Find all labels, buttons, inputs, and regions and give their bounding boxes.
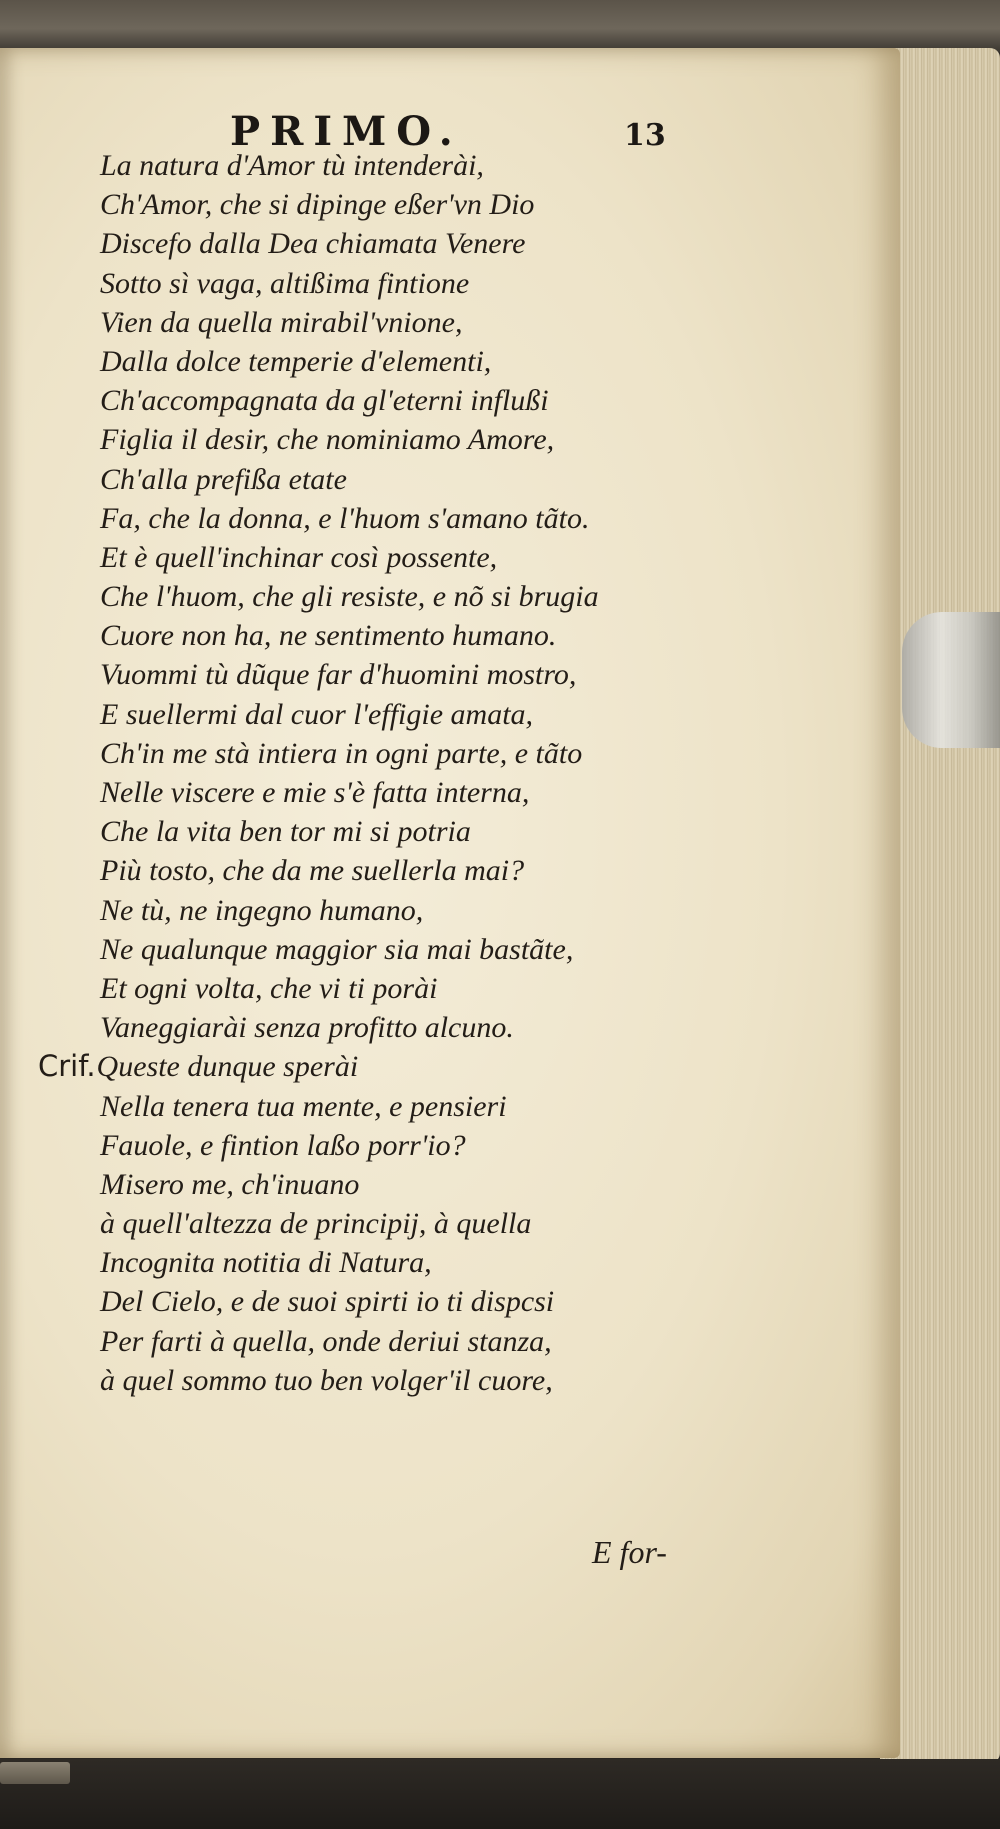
- verse-text: Vien da quella mirabil'vnione,: [100, 305, 463, 339]
- verse-line: [100, 655, 599, 694]
- verse-text: Nella tenera tua mente, e pensieri: [100, 1089, 507, 1123]
- verse-lines: [38, 146, 599, 1400]
- bookmark-ribbon: [0, 1762, 70, 1784]
- verse-line: [100, 891, 599, 930]
- verse-line: [100, 303, 599, 342]
- verse-text: La natura d'Amor tù intenderài,: [100, 149, 484, 182]
- verse-line: [100, 1087, 599, 1126]
- verse-line: [100, 499, 599, 538]
- page-number: 13: [624, 118, 666, 153]
- verse-text: Ch'Amor, che si dipinge eßer'vn Dio: [100, 188, 535, 222]
- running-head: PRIMO.: [230, 108, 463, 155]
- verse-text: Nelle viscere e mie s'è fatta interna,: [100, 776, 530, 809]
- verse-text: Per farti à quella, onde deriui stanza,: [100, 1324, 552, 1358]
- verse-text: Del Cielo, e de suoi spirti io ti dispcsi: [100, 1285, 555, 1319]
- verse-text: Cuore non ha, ne sentimento humano.: [100, 619, 557, 653]
- speaker-label: Crif.: [38, 1049, 96, 1084]
- catchword: E for-: [592, 1534, 667, 1570]
- verse-line: [100, 538, 599, 577]
- verse-text: Incognita notitia di Natura,: [100, 1246, 432, 1280]
- verse-text: Ne tù, ne ingegno humano,: [100, 893, 424, 927]
- verse-line: [100, 1322, 599, 1361]
- verse-text: Che l'huom, che gli resiste, e nõ si brugia: [100, 580, 599, 614]
- verse-text: Et è quell'inchinar così possente,: [100, 540, 498, 574]
- verse-line: [100, 264, 599, 303]
- verse-text: Ch'accompagnata da gl'eterni influßi: [100, 384, 549, 418]
- verse-text: à quell'altezza de principij, à quella: [100, 1207, 532, 1241]
- verse-line: [100, 1243, 599, 1282]
- verse-text: Discefo dalla Dea chiamata Venere: [100, 227, 526, 261]
- verse-text: Ch'alla prefißa etate: [100, 462, 347, 496]
- verse-line: [100, 342, 599, 381]
- verse-line: [100, 734, 599, 773]
- verse-line: [100, 773, 599, 812]
- verse-line: [100, 1008, 599, 1047]
- verse-line: [100, 1361, 599, 1400]
- verse-line: [100, 146, 599, 185]
- verse-text: Figlia il desir, che nominiamo Amore,: [100, 423, 555, 457]
- verse-line: [100, 1126, 599, 1165]
- verse-text: Misero me, ch'inuano: [100, 1167, 360, 1201]
- verse-text: Che la vita ben tor mi si potria: [100, 815, 471, 849]
- verse-text: Sotto sì vaga, altißima fintione: [100, 266, 470, 300]
- verse-line: [100, 969, 599, 1008]
- verse-text: Et ogni volta, che vi ti porài: [100, 971, 438, 1005]
- verse-line: [100, 224, 599, 263]
- verse-text: à quel sommo tuo ben volger'il cuore,: [100, 1363, 553, 1397]
- metal-clasp: [902, 612, 1000, 748]
- verse-text: Vaneggiarài senza profitto alcuno.: [100, 1011, 514, 1045]
- verse-line: [100, 695, 599, 734]
- verse-text: Dalla dolce temperie d'elementi,: [100, 344, 492, 378]
- verse-line: [100, 1204, 599, 1243]
- verse-line: [100, 420, 599, 459]
- book-page: [0, 48, 900, 1758]
- verse-text: Ne qualunque maggior sia mai bastãte,: [100, 932, 574, 966]
- verse-text: Fa, che la donna, e l'huom s'amano tãto.: [100, 501, 590, 535]
- verse-line: [100, 381, 599, 420]
- verse-text: Ch'in me stà intiera in ogni parte, e tãto: [100, 736, 583, 770]
- verse-text: Più tosto, che da me suellerla mai?: [100, 854, 525, 888]
- verse-text: E suellermi dal cuor l'effigie amata,: [100, 697, 534, 731]
- verse-line: [100, 851, 599, 890]
- book-cover-bottom: [0, 1759, 1000, 1829]
- verse-line: [100, 577, 599, 616]
- verse-text: Queste dunque sperài: [96, 1050, 359, 1084]
- verse-line: [100, 185, 599, 224]
- verse-line: [100, 1165, 599, 1204]
- verse-text: Fauole, e fintion laßo porr'io?: [100, 1128, 466, 1162]
- verse-line: [38, 1047, 599, 1086]
- verse-line: [100, 1282, 599, 1321]
- verse-text: Vuommi tù dũque far d'huomini mostro,: [100, 658, 577, 692]
- verse-line: [100, 930, 599, 969]
- verse-line: [100, 460, 599, 499]
- verse-line: [100, 812, 599, 851]
- verse-line: [100, 616, 599, 655]
- book-cover-top: [0, 0, 1000, 52]
